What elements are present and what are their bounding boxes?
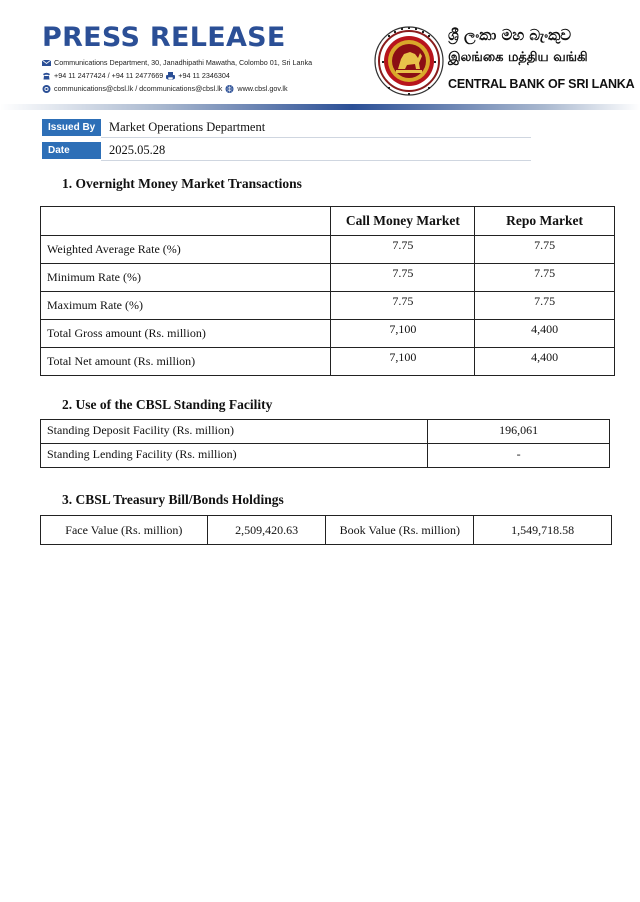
header-call-money-market: Call Money Market	[331, 207, 475, 236]
issued-by-label: Issued By	[42, 119, 101, 136]
row-label: Total Gross amount (Rs. million)	[41, 320, 331, 348]
call-money-value: 7,100	[331, 348, 475, 376]
phone-icon	[42, 72, 51, 80]
row-label: Standing Lending Facility (Rs. million)	[41, 444, 428, 468]
emails-text[interactable]: communications@cbsl.lk / dcommunications@cbsl.lk	[54, 84, 223, 93]
fax-text: +94 11 2346304	[178, 71, 230, 80]
bank-name-sinhala: ශ්‍රී ලංකා මහ බැංකුව	[448, 26, 572, 44]
overnight-money-market-table	[40, 206, 615, 376]
globe-icon	[225, 85, 234, 93]
bank-name-english: CENTRAL BANK OF SRI LANKA	[448, 77, 635, 91]
press-release-header	[0, 0, 640, 110]
contact-online	[42, 84, 288, 93]
table-header-row	[41, 207, 615, 236]
row-value: 196,061	[428, 420, 610, 444]
issued-by-underline	[101, 137, 531, 138]
section-2-title: 2. Use of the CBSL Standing Facility	[62, 397, 273, 412]
repo-value: 7.75	[475, 292, 615, 320]
phones-text: +94 11 2477424 / +94 11 2477669	[54, 71, 164, 80]
table-row	[41, 236, 615, 264]
section-1-title: 1. Overnight Money Market Transactions	[62, 176, 302, 191]
table-row	[41, 264, 615, 292]
face-value-label: Face Value (Rs. million)	[41, 516, 208, 545]
book-value-label: Book Value (Rs. million)	[326, 516, 474, 545]
website-text[interactable]: www.cbsl.gov.lk	[237, 84, 288, 93]
press-release-title: PRESS RELEASE	[42, 22, 286, 53]
date-label: Date	[42, 142, 101, 159]
call-money-value: 7.75	[331, 264, 475, 292]
contact-phones	[42, 71, 230, 80]
table-row	[41, 444, 610, 468]
central-bank-seal-logo	[374, 23, 444, 99]
fax-icon	[166, 72, 175, 80]
face-value: 2,509,420.63	[207, 516, 326, 545]
repo-value: 4,400	[475, 320, 615, 348]
standing-facility-table	[40, 419, 610, 468]
table-row	[41, 516, 612, 545]
date-row	[42, 142, 165, 159]
row-label: Weighted Average Rate (%)	[41, 236, 331, 264]
address-text: Communications Department, 30, Janadhipathi Mawatha, Colombo 01, Sri Lanka	[54, 58, 313, 67]
issued-by-value: Market Operations Department	[109, 120, 266, 134]
date-value: 2025.05.28	[109, 143, 166, 157]
row-label: Minimum Rate (%)	[41, 264, 331, 292]
date-underline	[101, 160, 531, 161]
section-3-title: 3. CBSL Treasury Bill/Bonds Holdings	[62, 492, 284, 507]
repo-value: 4,400	[475, 348, 615, 376]
call-money-value: 7.75	[331, 236, 475, 264]
row-label: Maximum Rate (%)	[41, 292, 331, 320]
mail-icon	[42, 59, 51, 67]
row-value: -	[428, 444, 610, 468]
row-label: Total Net amount (Rs. million)	[41, 348, 331, 376]
table-row	[41, 292, 615, 320]
contact-address	[42, 58, 312, 67]
table-row	[41, 420, 610, 444]
table-row	[41, 320, 615, 348]
repo-value: 7.75	[475, 236, 615, 264]
bank-name-tamil: இலங்கை மத்திய வங்கி	[448, 50, 588, 65]
book-value: 1,549,718.58	[474, 516, 612, 545]
call-money-value: 7.75	[331, 292, 475, 320]
header-repo-market: Repo Market	[475, 207, 615, 236]
header-cell-blank	[41, 207, 331, 236]
table-row	[41, 348, 615, 376]
treasury-holdings-table	[40, 515, 612, 545]
at-sign-icon	[42, 85, 51, 93]
call-money-value: 7,100	[331, 320, 475, 348]
issued-by-row	[42, 119, 265, 136]
row-label: Standing Deposit Facility (Rs. million)	[41, 420, 428, 444]
header-divider	[0, 104, 640, 110]
repo-value: 7.75	[475, 264, 615, 292]
